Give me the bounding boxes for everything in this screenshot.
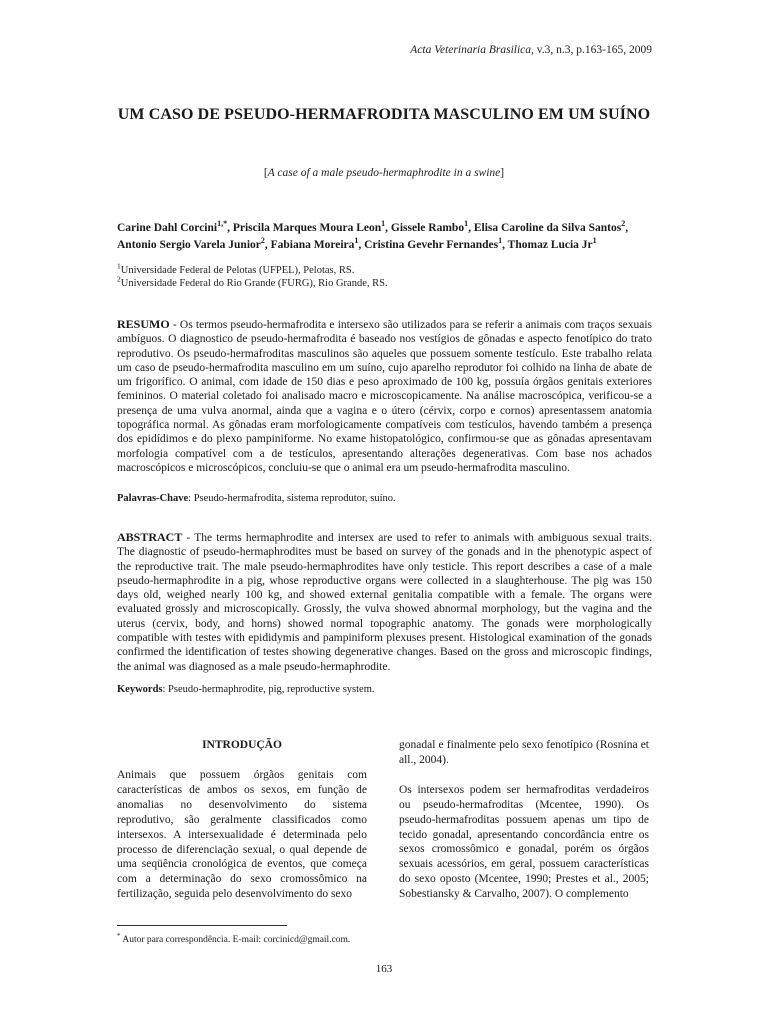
article-title: UM CASO DE PSEUDO-HERMAFRODITA MASCULINO EM UM SUÍNO: [117, 106, 651, 123]
author-separator: ,: [264, 239, 271, 251]
subtitle-close-bracket: ]: [500, 167, 505, 179]
author-separator: ,: [502, 239, 508, 251]
palavras-chave: [117, 492, 652, 506]
author-name: Priscila Marques Moura Leon: [232, 222, 382, 234]
keywords-text: : Pseudo-hermaphrodite, pig, reproductive system.: [162, 684, 375, 695]
abstract-paragraph: [117, 530, 652, 674]
affiliation-line: [117, 261, 651, 277]
author-name: Cristina Gevehr Fernandes: [364, 239, 499, 251]
subtitle-text: A case of a male pseudo-hermaphrodite in a swine: [267, 167, 501, 179]
palavras-chave-text: : Pseudo-hermafrodita, sistema reprodutor, suíno.: [188, 493, 396, 504]
intro-paragraph: gonadal e finalmente pelo sexo fenotípico (Rosnina et all., 2004).: [399, 739, 649, 766]
author-separator: ,: [358, 239, 365, 251]
footnote-divider: [117, 925, 287, 926]
author-affiliation-mark: 1: [354, 236, 359, 246]
author-affiliation-mark: 1: [498, 236, 503, 246]
affiliation-mark: 2: [117, 274, 121, 284]
journal-citation: [410, 44, 652, 56]
subtitle-open-bracket: [: [263, 167, 268, 179]
journal-name: Acta Veterinaria Brasilica: [410, 44, 532, 56]
resumo-paragraph: [117, 317, 652, 475]
resumo-text: - Os termos pseudo-hermafrodita e intersexo são utilizados para se referir a animais com traços sexuais ambíguos. O diagnostico de pseudo-hermafrodita é baseado nos vestígios de gônadas e aspecto fenotípico do trato reprodutivo. Os pseudo-hermafroditas masculinos são aqueles que possuem somente testículo. Este trabalho relata um caso de pseudo-hermafrodita masculino em um suíno, cujo aparelho reprodutor foi colhido na linha de abate de um frigorífico. O animal, com idade de 150 dias e peso aproximado de 100 kg, possuía órgãos genitais exteriores femininos. O material coletado foi analisado macro e microscopicamente. Na análise macroscópica, verificou-se a presença de uma vulva anormal, ainda que a vagina e o útero (cérvix, corpo e cornos) apresentassem anatomia topográfica normal. As gônadas eram morfologicamente compatíveis com testículos, havendo também a presença dos epidídimos e do plexo pampiniforme. No exame histopatológico, confirmou-se que as gônadas apresentavam morfologia compatível com a de testículos, apresentando alterações degenerativas. Com base nos achados macroscópicos e microscópicos, concluiu-se que o animal era um pseudo-hermafrodita masculino.: [117, 319, 652, 474]
author-list: [117, 220, 657, 254]
affiliation-mark: 1: [117, 261, 121, 271]
abstract-heading: ABSTRACT: [117, 530, 183, 544]
author-affiliation-mark: 1: [381, 219, 386, 229]
resumo-heading: RESUMO: [117, 317, 170, 331]
footnote-mark: *: [117, 932, 121, 940]
intro-paragraph: Animais que possuem órgãos genitais com características de ambos os sexos, em função de anomalias no desenvolvimento do sistema reprodutivo, são geralmente classificados como intersexos. A intersexualidade é determinada pelo processo de diferenciação sexual, o qual depende de uma seqüência cronológica de eventos, que começa com a determinação do sexo cromossômico na fertilização, seguida pelo desenvolvimento do sexo: [117, 769, 367, 901]
author-name: Antonio Sergio Varela Junior: [117, 239, 261, 251]
author-affiliation-mark: 2: [260, 236, 265, 246]
author-name: Elisa Caroline da Silva Santos: [473, 222, 622, 234]
article-subtitle: [117, 167, 651, 179]
author-separator: ,: [385, 222, 391, 234]
left-column: [117, 738, 367, 902]
section-heading-introducao: INTRODUÇÃO: [202, 739, 282, 751]
right-column: [399, 738, 649, 902]
footnote-text: Autor para correspondência. E-mail: corcinicd@gmail.com.: [120, 935, 351, 946]
affiliations: [117, 261, 651, 290]
keywords-label: Keywords: [117, 684, 163, 695]
author-affiliation-mark: 1,*: [217, 219, 228, 229]
author-affiliation-mark: 1: [464, 219, 469, 229]
author-name: Thomaz Lucia Jr: [507, 239, 593, 251]
author-name: Carine Dahl Corcini: [117, 222, 218, 234]
palavras-chave-label: Palavras-Chave: [117, 493, 189, 504]
intro-paragraph: Os intersexos podem ser hermafroditas verdadeiros ou pseudo-hermafroditas (Mcentee, 1990). Os pseudo-hermafroditas possuem apenas um tipo de tecido gonadal, apresentando concordância entre os sexos cromossômico e gonadal, porém os órgãos sexuais acessórios, em geral, possuem características do sexo oposto (Mcentee, 1990; Prestes et al., 2005; Sobestiansky & Carvalho, 2007). O complemento: [399, 783, 649, 901]
author-separator: ,: [468, 222, 474, 234]
affiliation-text: Universidade Federal de Pelotas (UFPEL), Pelotas, RS.: [120, 265, 355, 276]
keywords: [117, 683, 652, 697]
page-number: 163: [375, 963, 393, 975]
affiliation-line: [117, 274, 651, 290]
author-separator: ,: [227, 222, 233, 234]
author-name: Gissele Rambo: [390, 222, 465, 234]
affiliation-text: Universidade Federal do Rio Grande (FURG), Rio Grande, RS.: [120, 278, 388, 289]
author-affiliation-mark: 1: [592, 236, 597, 246]
author-name: Fabiana Moreira: [270, 239, 355, 251]
footnote: [117, 932, 350, 945]
author-affiliation-mark: 2: [621, 219, 626, 229]
abstract-text: - The terms hermaphrodite and intersex are used to refer to animals with ambiguous sexual traits. The diagnostic of pseudo-hermaphrodites must be based on survey of the gonads and in the phenotypic aspect of the reproductive trait. The male pseudo-hermaphrodites have only testicle. This report describes a case of a male pseudo-hermaphrodite in a pig, whose reproductive organs were collected in a slaughterhouse. The pig was 150 days old, weighed nearly 100 kg, and showed external genitalia compatible with a female. The organs were evaluated grossly and microscopically. Grossly, the vulva showed abnormal morphology, but the vagina and the uterus (cervix, body, and horns) showed normal topographic anatomy. The gonads were morphologically compatible with testes with epididymis and pampiniform plexuses present. Histological examination of the gonads confirmed the identification of testes showing degenerative changes. Based on the gross and microscopic findings, the animal was diagnosed as a male pseudo-hermaphrodite.: [117, 532, 652, 673]
journal-volume-info: , v.3, n.3, p.163-165, 2009: [531, 44, 652, 56]
author-separator: ,: [625, 222, 629, 234]
